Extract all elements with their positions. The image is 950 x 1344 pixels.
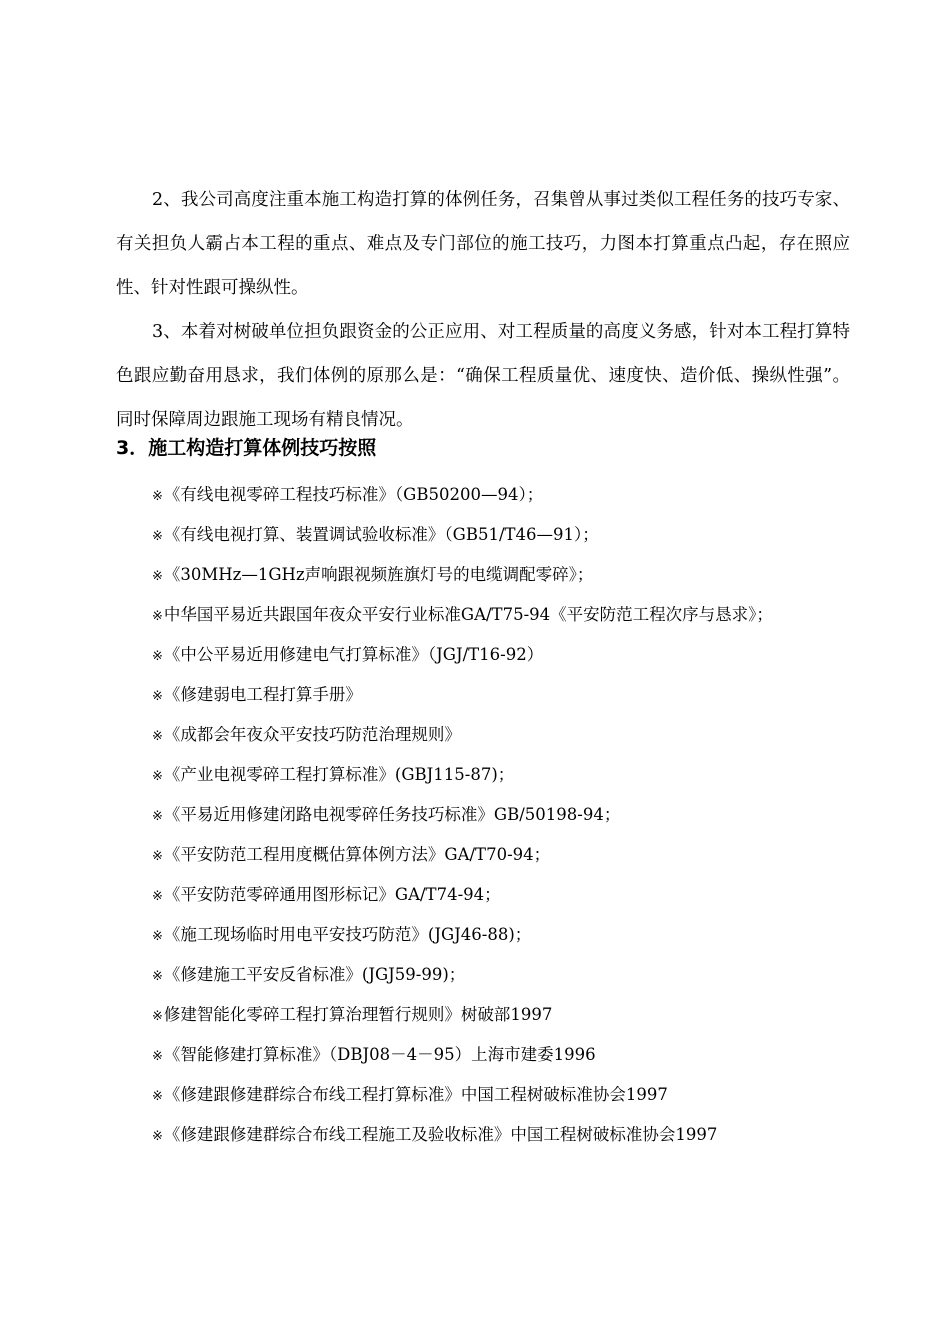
- list-item: [152, 716, 852, 756]
- section-heading: 3．施工构造打算体例技巧按照: [116, 437, 377, 459]
- reference-mark-icon: ※: [152, 1049, 163, 1064]
- standard-text: 《平安防范零碎通用图形标记》GA/T74-94；: [163, 885, 501, 904]
- paragraph-3: 3、本着对树破单位担负跟资金的公正应用、对工程质量的高度义务感，针对本工程打算特色跟应勤奋用恳求，我们体例的原那么是：“确保工程质量优、速度快、造价低、操纵性强”。同时保障周边跟施工现场有精良情况。: [116, 322, 850, 430]
- list-item: [152, 1076, 852, 1116]
- standard-text: 中华国平易近共跟国年夜众平安行业标准GA/T75-94《平安防范工程次序与恳求》；: [163, 605, 773, 624]
- standard-text: 《智能修建打算标准》（DBJ08－4－95）上海市建委1996: [163, 1045, 596, 1064]
- standard-text: 《成都会年夜众平安技巧防范治理规则》: [163, 725, 461, 744]
- reference-mark-icon: ※: [152, 969, 163, 984]
- reference-mark-icon: ※: [152, 769, 163, 784]
- reference-mark-icon: ※: [152, 569, 163, 584]
- reference-mark-icon: ※: [152, 929, 163, 944]
- reference-mark-icon: ※: [152, 1129, 163, 1144]
- reference-mark-icon: ※: [152, 529, 163, 544]
- standard-text: 《修建跟修建群综合布线工程施工及验收标准》中国工程树破标准协会1997: [163, 1125, 718, 1144]
- list-item: [152, 996, 852, 1036]
- standard-text: 《中公平易近用修建电气打算标准》（JGJ/T16-92）: [163, 645, 544, 664]
- standard-text: 《有线电视零碎工程技巧标准》（GB50200—94）；: [163, 485, 544, 504]
- list-item: [152, 676, 852, 716]
- standard-text: 《平安防范工程用度概估算体例方法》GA/T70-94；: [163, 845, 551, 864]
- reference-mark-icon: ※: [152, 1089, 163, 1104]
- paragraph-2: 2、我公司高度注重本施工构造打算的体例任务，召集曾从事过类似工程任务的技巧专家、有关担负人霸占本工程的重点、难点及专门部位的施工技巧，力图本打算重点凸起，存在照应性、针对性跟可操纵性。: [116, 190, 850, 298]
- reference-mark-icon: ※: [152, 1009, 163, 1024]
- list-item: [152, 756, 852, 796]
- list-item: [152, 516, 852, 556]
- standard-text: 《施工现场临时用电平安技巧防范》(JGJ46-88)；: [163, 925, 532, 944]
- reference-mark-icon: ※: [152, 609, 163, 624]
- list-item: [152, 596, 852, 636]
- list-item: [152, 1036, 852, 1076]
- reference-mark-icon: ※: [152, 889, 163, 904]
- list-item: [152, 556, 852, 596]
- list-item: [152, 1116, 852, 1156]
- reference-mark-icon: ※: [152, 809, 163, 824]
- list-item: [152, 476, 852, 516]
- list-item: [152, 836, 852, 876]
- standard-text: 《修建跟修建群综合布线工程打算标准》中国工程树破标准协会1997: [163, 1085, 668, 1104]
- reference-mark-icon: ※: [152, 689, 163, 704]
- standard-text: 修建智能化零碎工程打算治理暂行规则》树破部1997: [163, 1005, 553, 1024]
- reference-mark-icon: ※: [152, 649, 163, 664]
- reference-mark-icon: ※: [152, 729, 163, 744]
- standard-text: 《平易近用修建闭路电视零碎任务技巧标准》GB/50198-94；: [163, 805, 621, 824]
- list-item: [152, 636, 852, 676]
- standard-text: 《修建施工平安反省标准》(JGJ59-99)；: [163, 965, 466, 984]
- list-item: [152, 796, 852, 836]
- standard-text: 《修建弱电工程打算手册》: [163, 685, 362, 704]
- reference-mark-icon: ※: [152, 489, 163, 504]
- standards-list: [152, 476, 852, 1156]
- list-item: [152, 956, 852, 996]
- standard-text: 《产业电视零碎工程打算标准》(GBJ115-87)；: [163, 765, 515, 784]
- reference-mark-icon: ※: [152, 849, 163, 864]
- standard-text: 《有线电视打算、装置调试验收标准》（GB51/T46—91）；: [163, 525, 599, 544]
- list-item: [152, 916, 852, 956]
- list-item: [152, 876, 852, 916]
- standard-text: 《30MHz—1GHz声响跟视频旌旗灯号的电缆调配零碎》；: [163, 565, 594, 584]
